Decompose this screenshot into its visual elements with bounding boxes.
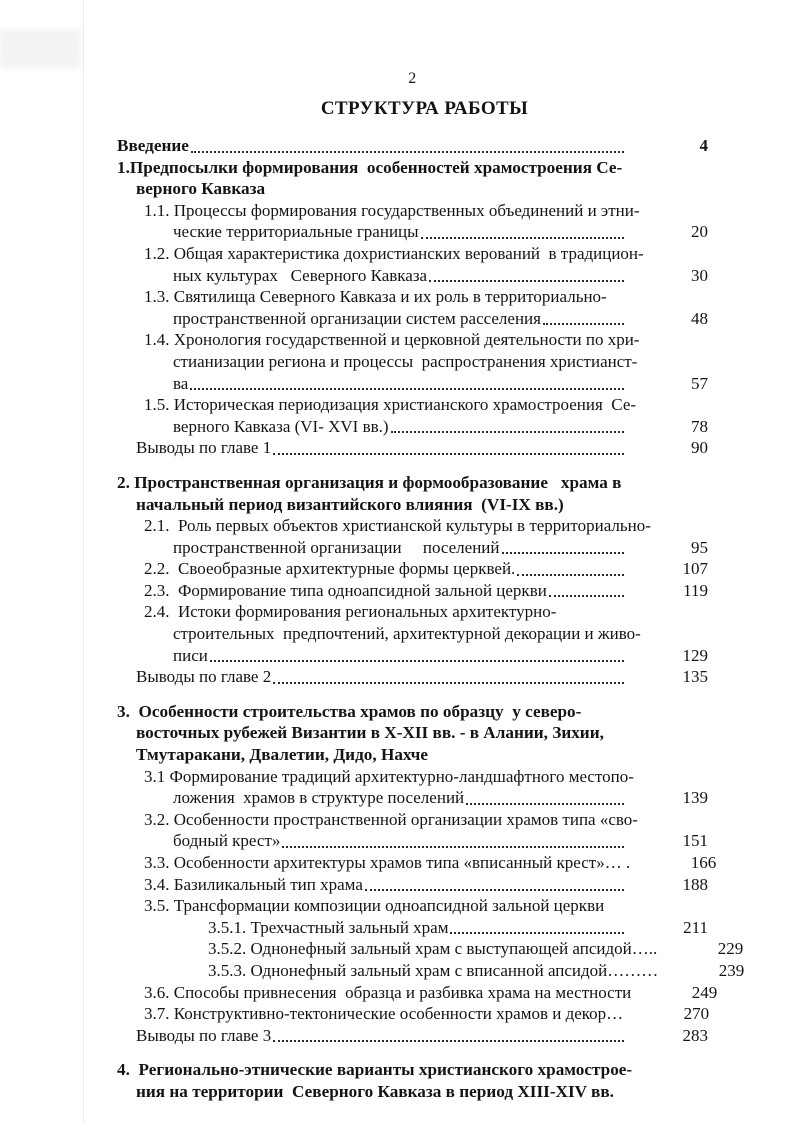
- dot-leader: [606, 895, 624, 917]
- dot-leader: [616, 1081, 624, 1103]
- toc-entry: [117, 437, 708, 459]
- dot-leader: [623, 472, 624, 494]
- toc-entry: [117, 766, 708, 788]
- toc-entry: [117, 830, 708, 852]
- toc-entry-text: пространственной организации систем расселения: [173, 308, 541, 328]
- toc-entry-text: 3.2. Особенности пространственной организации храмов типа «сво-: [144, 809, 638, 829]
- toc-entry: [117, 1025, 708, 1047]
- toc-entry-page: 249: [691, 982, 718, 1002]
- toc-entry: [117, 722, 708, 744]
- toc-entry-page: 4: [699, 136, 708, 155]
- toc-entry: [117, 960, 745, 982]
- toc-entry: [117, 1059, 708, 1081]
- dot-leader: [606, 722, 624, 744]
- toc-entry: [117, 852, 717, 874]
- dot-leader: [543, 323, 624, 325]
- dot-leader: [191, 151, 624, 153]
- toc-entry-text: ва: [173, 373, 189, 393]
- toc-entry-text: 3.1 Формирование традиций архитектурно-ландшафтного местопо-: [144, 766, 634, 786]
- toc-entry-page: 166: [690, 853, 717, 872]
- page-content: [117, 0, 745, 1103]
- toc-entry: [117, 537, 708, 559]
- toc-entry: [117, 982, 718, 1004]
- toc-entry: [117, 200, 708, 222]
- toc-entry: [117, 601, 708, 623]
- dot-leader: [210, 660, 624, 662]
- toc-entry-text: 2.2. Своеобразные архитектурные формы церквей.: [144, 559, 516, 579]
- toc-entry-text: Введение: [117, 136, 189, 155]
- toc-entry-text: 3.3. Особенности архитектуры храмов типа «вписанный крест»… .: [144, 853, 631, 872]
- toc-entry: [117, 308, 708, 330]
- toc-entry: [117, 221, 708, 243]
- toc-entry-text: 1.Предпосылки формирования особенностей храмостроения Се-: [117, 157, 623, 177]
- toc-entry-text: 3.5.3. Однонефный зальный храм с вписанной апсидой………: [208, 960, 659, 980]
- toc-entry: [117, 135, 708, 157]
- toc-entry: [117, 1003, 708, 1025]
- toc-entry: [117, 286, 708, 308]
- toc-entry: [117, 623, 708, 645]
- toc-entry: [117, 515, 708, 537]
- toc-entry-page: 211: [683, 917, 708, 937]
- toc-entry-text: 3.6. Способы привнесения образца и разбивка храма на местности: [144, 982, 632, 1002]
- toc-entry: [117, 809, 708, 831]
- toc-entry: [117, 874, 708, 896]
- toc-entry-text: Выводы по главе 3: [136, 1025, 272, 1045]
- dot-leader: [466, 803, 624, 805]
- toc-entry: [117, 895, 708, 917]
- dot-leader: [273, 1040, 624, 1042]
- toc-entry-text: писи: [173, 645, 208, 665]
- scan-corner-shade: [0, 30, 80, 68]
- page-number: 2: [408, 70, 417, 87]
- toc-entry-text: 1.5. Историческая периодизация христианского храмостроения Се-: [144, 395, 637, 415]
- dot-leader: [282, 846, 624, 848]
- toc-entry-text: 3.4. Базиликальный тип храма: [144, 874, 363, 894]
- dot-leader: [558, 601, 624, 623]
- dot-leader: [450, 932, 624, 934]
- dot-leader: [365, 889, 624, 891]
- toc-entry-page: 90: [691, 438, 708, 458]
- toc-entry-text: ческие территориальные границы: [173, 222, 419, 242]
- toc-entry: [117, 265, 708, 287]
- toc-entry-text: 3.5.1. Трехчастный зальный храм: [208, 917, 449, 937]
- toc-entry: [117, 1081, 708, 1103]
- toc-entry: [117, 472, 708, 494]
- dot-leader: [566, 494, 624, 516]
- dot-leader: [267, 178, 624, 200]
- toc-entry-text: 2. Пространственная организация и формообразование храма в: [117, 472, 622, 492]
- dot-leader: [549, 595, 624, 597]
- dot-leader: [190, 388, 624, 390]
- toc-entry: [117, 373, 708, 395]
- toc-entry-page: 229: [717, 939, 744, 959]
- toc-entry-text: 4. Регионально-этнические варианты христианского храмострое-: [117, 1060, 633, 1080]
- toc-entry: [117, 787, 708, 809]
- toc-entry-text: Выводы по главе 2: [136, 667, 272, 687]
- toc-entry-text: 1.1. Процессы формирования государственных объединений и этни-: [144, 200, 640, 220]
- dot-leader: [421, 237, 624, 239]
- page-title: СТРУКТУРА РАБОТЫ: [320, 98, 529, 119]
- toc-entry: [117, 351, 708, 373]
- toc-entry-page: 95: [691, 537, 708, 557]
- toc-entry: [117, 494, 708, 516]
- toc-entry-text: ных культурах Северного Кавказа: [173, 265, 428, 285]
- toc-entry-text: верного Кавказа: [136, 179, 266, 199]
- toc-entry: [117, 580, 708, 602]
- toc-entry-text: строительных предпочтений, архитектурной декорации и живо-: [173, 624, 641, 644]
- toc-entry-text: 2.3. Формирование типа одноапсидной зальной церкви: [144, 580, 547, 600]
- dot-leader: [430, 744, 624, 766]
- table-of-contents: [117, 135, 745, 1103]
- toc-entry: [117, 416, 708, 438]
- dot-leader: [273, 682, 624, 684]
- toc-entry-page: 135: [682, 667, 708, 687]
- toc-entry: [117, 329, 708, 351]
- toc-entry-text: 3.5.2. Однонефный зальный храм с выступающей апсидой…..: [208, 939, 658, 959]
- toc-entry-text: верного Кавказа (VI- XVI вв.): [173, 416, 389, 436]
- toc-entry: [117, 666, 708, 688]
- toc-entry-text: Тмутаракани, Двалетии, Дидо, Нахче: [136, 745, 428, 765]
- toc-entry-text: 1.2. Общая характеристика дохристианских верований в традицион-: [144, 243, 644, 263]
- toc-entry-page: 78: [691, 416, 708, 436]
- toc-entry-page: 139: [682, 788, 708, 808]
- toc-entry-text: бодный крест»: [173, 831, 281, 851]
- toc-entry-page: 129: [682, 645, 708, 665]
- toc-entry-page: 188: [682, 874, 708, 894]
- toc-entry-text: 3.5. Трансформации композиции одноапсидной зальной церкви: [144, 896, 605, 916]
- toc-entry: [117, 558, 708, 580]
- toc-entry: [117, 243, 708, 265]
- toc-entry-page: 57: [691, 373, 708, 393]
- toc-entry: [117, 938, 744, 960]
- toc-entry-text: стианизации региона и процессы распространения христианст-: [173, 351, 638, 371]
- toc-entry: [117, 157, 708, 179]
- toc-entry-text: ложения храмов в структуре поселений: [173, 788, 465, 808]
- toc-entry: [117, 701, 708, 723]
- toc-entry-page: 239: [718, 960, 745, 980]
- toc-entry-text: ния на территории Северного Кавказа в период XIII-XIV вв.: [136, 1081, 614, 1101]
- toc-entry-text: 2.1. Роль первых объектов христианской культуры в территориально-: [144, 516, 651, 536]
- dot-leader: [429, 280, 624, 282]
- toc-entry-text: 1.3. Святилища Северного Кавказа и их роль в территориально-: [144, 287, 607, 307]
- toc-entry-page: 151: [682, 831, 708, 851]
- toc-entry-page: 48: [691, 308, 708, 328]
- toc-entry-page: 30: [691, 265, 708, 285]
- toc-entry-text: начальный период византийского влияния (VI-IX вв.): [136, 494, 564, 514]
- toc-entry-text: 3.7. Конструктивно-тектонические особенности храмов и декор…: [144, 1004, 624, 1024]
- toc-entry: [117, 917, 708, 939]
- dot-leader: [583, 701, 624, 723]
- toc-entry: [117, 744, 708, 766]
- toc-entry-text: восточных рубежей Византии в X-XII вв. - в Алании, Зихии,: [136, 723, 604, 743]
- toc-entry-text: 1.4. Хронология государственной и церковной деятельности по хри-: [144, 330, 640, 350]
- toc-entry: [117, 394, 708, 416]
- dot-leader: [517, 574, 624, 576]
- dot-leader: [609, 286, 624, 308]
- dot-leader: [273, 453, 624, 455]
- toc-entry-page: 107: [682, 559, 708, 579]
- toc-entry: [117, 178, 708, 200]
- toc-entry-page: 283: [682, 1025, 708, 1045]
- toc-entry-text: Выводы по главе 1: [136, 438, 272, 458]
- toc-entry-text: пространственной организации поселений: [173, 537, 500, 557]
- dot-leader: [391, 431, 624, 433]
- toc-entry-text: 2.4. Истоки формирования региональных архитектурно-: [144, 602, 557, 622]
- toc-entry-text: 3. Особенности строительства храмов по образцу у северо-: [117, 701, 582, 721]
- toc-entry-page: 270: [683, 1004, 710, 1024]
- toc-entry: [117, 645, 708, 667]
- toc-entry-page: 119: [683, 580, 708, 600]
- toc-entry-page: 20: [691, 222, 708, 242]
- scan-edge-artifact: [83, 0, 84, 1122]
- dot-leader: [502, 552, 625, 554]
